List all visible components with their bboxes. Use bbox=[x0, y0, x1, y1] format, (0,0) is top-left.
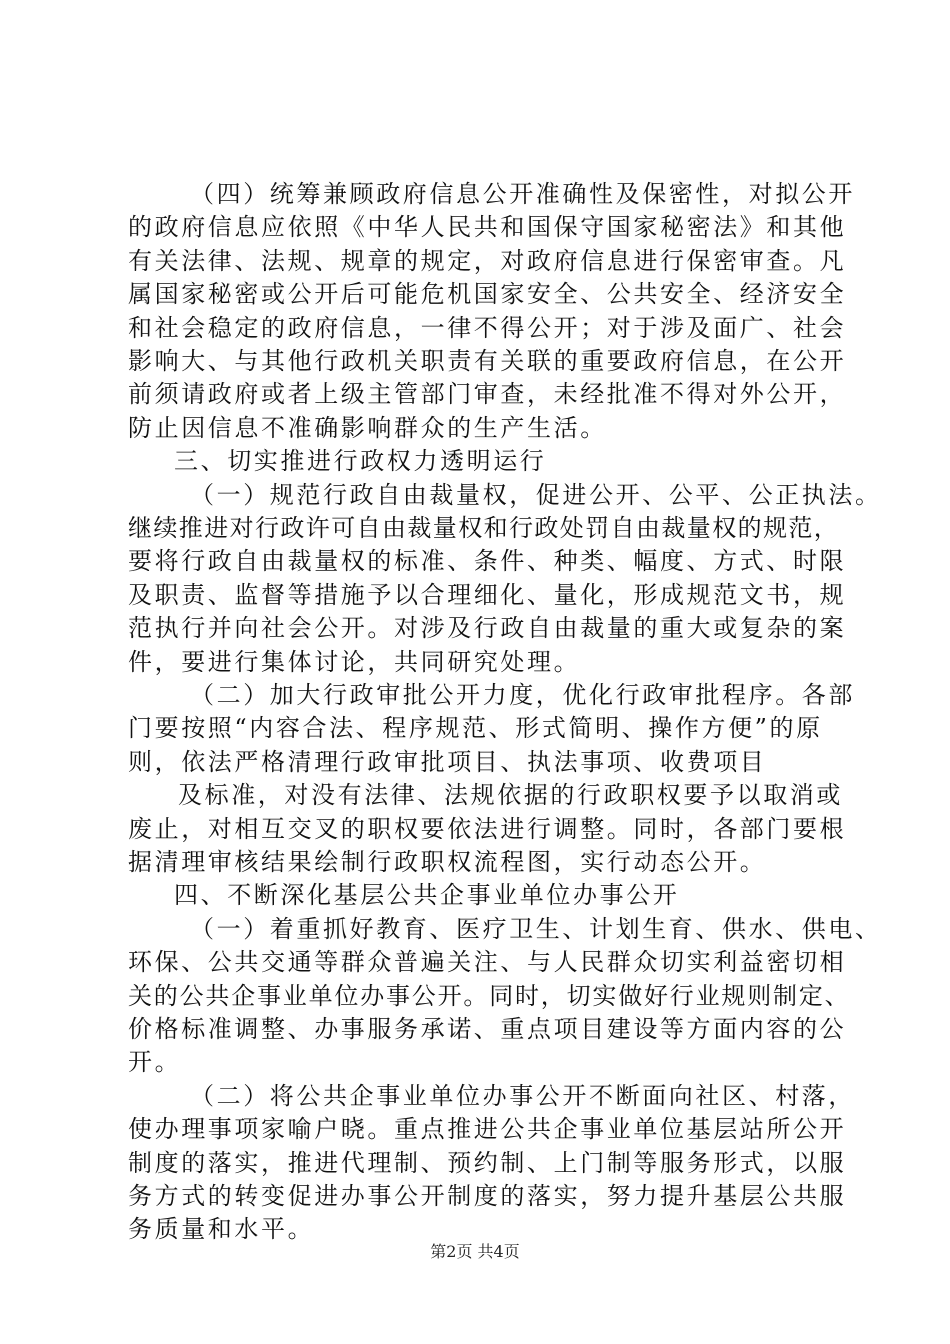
paragraph-line: 务方式的转变促进办事公开制度的落实，努力提升基层公共服 bbox=[128, 1182, 847, 1210]
paragraph-line: 废止，对相互交叉的职权要依法进行调整。同时，各部门要根 bbox=[128, 814, 847, 843]
paragraph-line: 价格标准调整、办事服务承诺、重点项目建设等方面内容的公 bbox=[128, 1015, 847, 1043]
paragraph-line: 及标准，对没有法律、法规依据的行政职权要予以取消或 bbox=[178, 781, 843, 810]
paragraph-line: 环保、公共交通等群众普遍关注、与人民群众切实利益密切相 bbox=[128, 948, 847, 977]
paragraph-line: 影响大、与其他行政机关职责有关联的重要政府信息，在公开 bbox=[128, 347, 847, 375]
paragraph-line: 开。 bbox=[128, 1048, 182, 1077]
paragraph-line: 据清理审核结果绘制行政职权流程图，实行动态公开。 bbox=[128, 848, 767, 876]
paragraph-line: 制度的落实，推进代理制、预约制、上门制等服务形式，以服 bbox=[128, 1148, 847, 1177]
paragraph-line: 范执行并向社会公开。对涉及行政自由裁量的重大或复杂的案 bbox=[128, 614, 847, 643]
section-heading: 三、切实推进行政权力透明运行 bbox=[174, 447, 547, 476]
paragraph-line: 件，要进行集体讨论，共同研究处理。 bbox=[128, 647, 581, 676]
paragraph-line: 要将行政自由裁量权的标准、条件、种类、幅度、方式、时限 bbox=[128, 547, 847, 576]
paragraph-line: 的政府信息应依照《中华人民共和国保守国家秘密法》和其他 bbox=[128, 213, 847, 242]
paragraph-line: 和社会稳定的政府信息，一律不得公开；对于涉及面广、社会 bbox=[128, 313, 847, 342]
paragraph-line: 则，依法严格清理行政审批项目、执法事项、收费项目 bbox=[128, 747, 767, 776]
paragraph-line: 有关法律、法规、规章的规定，对政府信息进行保密审查。凡 bbox=[128, 246, 847, 275]
paragraph-line: 继续推进对行政许可自由裁量权和行政处罚自由裁量权的规范， bbox=[128, 514, 840, 542]
paragraph-line: （一）着重抓好教育、医疗卫生、计划生育、供水、供电、 bbox=[190, 914, 882, 943]
page-footer: 第2页 共4页 bbox=[430, 1242, 520, 1261]
paragraph-line: 使办理事项家喻户晓。重点推进公共企事业单位基层站所公开 bbox=[128, 1115, 847, 1144]
paragraph-line: 防止因信息不准确影响群众的生产生活。 bbox=[128, 413, 607, 442]
paragraph-line: 及职责、监督等措施予以合理细化、量化，形成规范文书，规 bbox=[128, 580, 847, 609]
paragraph-line: （二）将公共企事业单位办事公开不断面向社区、村落， bbox=[190, 1081, 855, 1110]
paragraph-line: （一）规范行政自由裁量权，促进公开、公平、公正执法。 bbox=[190, 480, 882, 509]
paragraph-line: 属国家秘密或公开后可能危机国家安全、公共安全、经济安全 bbox=[128, 280, 847, 309]
paragraph-line: 前须请政府或者上级主管部门审查，未经批准不得对外公开， bbox=[128, 380, 847, 409]
paragraph-line: 务质量和水平。 bbox=[128, 1215, 315, 1244]
paragraph-line: 关的公共企事业单位办事公开。同时，切实做好行业规则制定、 bbox=[128, 981, 851, 1010]
paragraph-line: （二）加大行政审批公开力度，优化行政审批程序。各部 bbox=[190, 681, 855, 709]
paragraph-line: （四）统筹兼顾政府信息公开准确性及保密性，对拟公开 bbox=[190, 180, 855, 208]
section-heading: 四、不断深化基层公共企事业单位办事公开 bbox=[174, 881, 680, 910]
paragraph-line: 门要按照“内容合法、程序规范、形式简明、操作方便”的原 bbox=[128, 714, 823, 743]
